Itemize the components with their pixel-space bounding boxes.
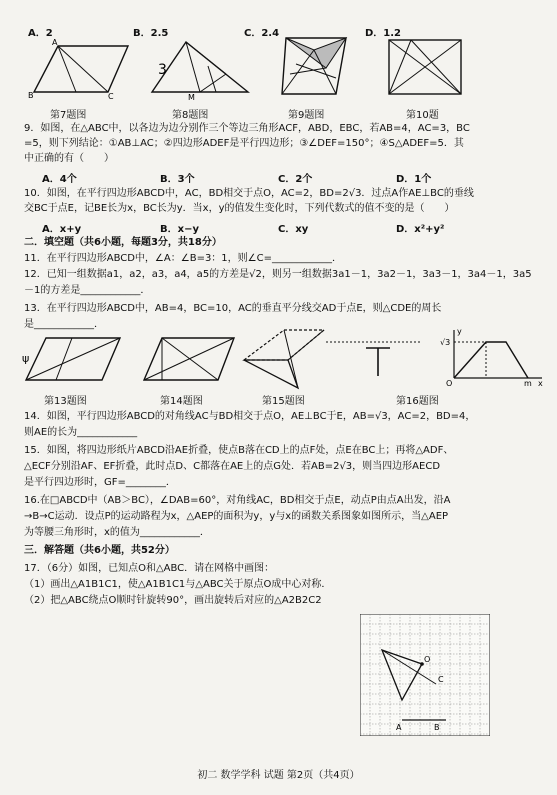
q14-line-1: 14．如图，平行四边形ABCD的对角线AC与BD相交于点O，AE⊥BC于E，AB=√3，AC=2，BD=4， xyxy=(24,411,476,422)
q10-option-d: D．x²+y² xyxy=(396,224,445,235)
page-footer: 初二 数学学科 试题 第2页（共4页） xyxy=(197,770,360,781)
q6-option-c: C．2.4 xyxy=(244,28,280,39)
q12-line-2: －1的方差是____________． xyxy=(24,285,151,296)
graph-axis-y-label: y xyxy=(457,327,462,336)
q15-line-2: △ECF分别沿AF、EF折叠，此时点D、C都落在AE上的点G处．若AB=2√3，则当四边形AECD xyxy=(24,461,441,472)
graph-axis-x-label: x xyxy=(538,379,543,388)
q16-line-2: →B→C运动．设点P的运动路程为x，△AEP的面积为y，y与x的函数关系图象如图所示，当△AEP xyxy=(24,511,449,522)
svg-text:ψ: ψ xyxy=(22,352,30,365)
svg-text:3: 3 xyxy=(158,62,167,78)
grid-label-c: C xyxy=(438,675,444,684)
graph-origin-label: O xyxy=(446,379,453,388)
caption-q15: 第15题图 xyxy=(262,396,305,407)
figure-q16-left xyxy=(326,336,422,382)
figure-q14 xyxy=(138,332,242,388)
caption-q14: 第14题图 xyxy=(160,396,203,407)
q10-option-b: B．x−y xyxy=(160,224,199,235)
q9-option-d: D．1个 xyxy=(396,174,432,185)
q16-line-1: 16.在□ABCD中（AB＞BC），∠DAB=60°，对角线AC，BD相交于点E，动点P由点A出发，沿A xyxy=(24,495,451,506)
q9-line-2: =5，则下列结论：①AB⊥AC；②四边形ADEF是平行四边形；③∠DEF=150°；④S△ADEF=5．其 xyxy=(24,138,464,149)
q14-line-2: 则AE的长为____________ xyxy=(24,427,138,438)
q10-option-c: C．xy xyxy=(278,224,309,235)
figure-q7 xyxy=(28,38,138,100)
section-2-heading: 二．填空题（共6小题，每题3分，共18分） xyxy=(24,237,222,248)
svg-text:M: M xyxy=(188,93,195,102)
caption-q7: 第7题图 xyxy=(50,110,87,121)
figure-q17-grid xyxy=(360,614,490,736)
q6-option-d: D．1.2 xyxy=(365,28,402,39)
grid-label-b: B xyxy=(434,723,440,732)
q6-option-a: A．2 xyxy=(28,28,53,39)
caption-q16: 第16题图 xyxy=(396,396,439,407)
q13-line-2: 是____________． xyxy=(24,319,104,330)
figure-q8 xyxy=(148,36,258,102)
q17-line-3: （2）把△ABC绕点O顺时针旋转90°，画出旋转后对应的△A2B2C2 xyxy=(24,595,322,606)
graph-m-label: m xyxy=(524,379,532,388)
q12-line-1: 12．已知一组数据a1，a2，a3，a4，a5的方差是√2，则另一组数据3a1－1，3a2－1，3a3－1，3a4－1，3a5 xyxy=(24,269,532,280)
q10-line-2: 交BC于点E，记BE长为x，BC长为y．当x，y的值发生变化时，下列代数式的值不变的是（ ） xyxy=(24,203,455,214)
q9-option-b: B．3个 xyxy=(160,174,195,185)
q17-line-1: 17．（6分）如图，已知点O和△ABC．请在网格中画图： xyxy=(24,563,275,574)
q9-option-a: A．4个 xyxy=(42,174,77,185)
q13-line-1: 13．在平行四边形ABCD中，AB=4，BC=10，AC的垂直平分线交AD于点E，则△CDE的周长 xyxy=(24,303,442,314)
svg-text:B: B xyxy=(28,91,34,100)
figure-q16-graph xyxy=(440,326,544,388)
caption-q9: 第9题图 xyxy=(288,110,325,121)
q11-text: 11．在平行四边形ABCD中，∠A：∠B=3：1，则∠C=____________． xyxy=(24,253,342,264)
q10-line-1: 10．如图，在平行四边形ABCD中，AC，BD相交于点O，AC=2，BD=2√3．过点A作AE⊥BC的垂线 xyxy=(24,188,474,199)
q9-option-c: C．2个 xyxy=(278,174,313,185)
grid-label-o: O xyxy=(424,655,431,664)
graph-y-label: √3 xyxy=(440,338,451,347)
figure-q9 xyxy=(276,34,362,102)
q16-line-3: 为等腰三角形时，x的值为____________． xyxy=(24,527,210,538)
caption-q13: 第13题图 xyxy=(44,396,87,407)
q9-line-3: 中正确的有（ ） xyxy=(24,153,114,164)
q17-line-2: （1）画出△A1B1C1，使△A1B1C1与△ABC关于原点O成中心对称． xyxy=(24,579,332,590)
figure-q15 xyxy=(238,324,330,394)
section-3-heading: 三．解答题（共6小题，共52分） xyxy=(24,545,175,556)
svg-text:C: C xyxy=(108,92,114,100)
svg-text:A: A xyxy=(52,38,58,47)
q9-line-1: 9．如图，在△ABC中，以各边为边分别作三个等边三角形ACF，ABD，EBC，若AB=4，AC=3，BC xyxy=(24,123,470,134)
figure-q13 xyxy=(20,332,132,388)
grid-label-a: A xyxy=(396,723,402,732)
q15-line-1: 15．如图，将四边形纸片ABCD沿AE折叠，使点B落在CD上的点F处，点E在BC上；再将△ADF、 xyxy=(24,445,454,456)
q10-option-a: A．x+y xyxy=(42,224,82,235)
figure-q10 xyxy=(381,34,473,102)
caption-q10: 第10题 xyxy=(406,110,439,121)
caption-q8: 第8题图 xyxy=(172,110,209,121)
q15-line-3: 是平行四边形时，GF=________． xyxy=(24,477,176,488)
q6-option-b: B．2.5 xyxy=(133,28,169,39)
